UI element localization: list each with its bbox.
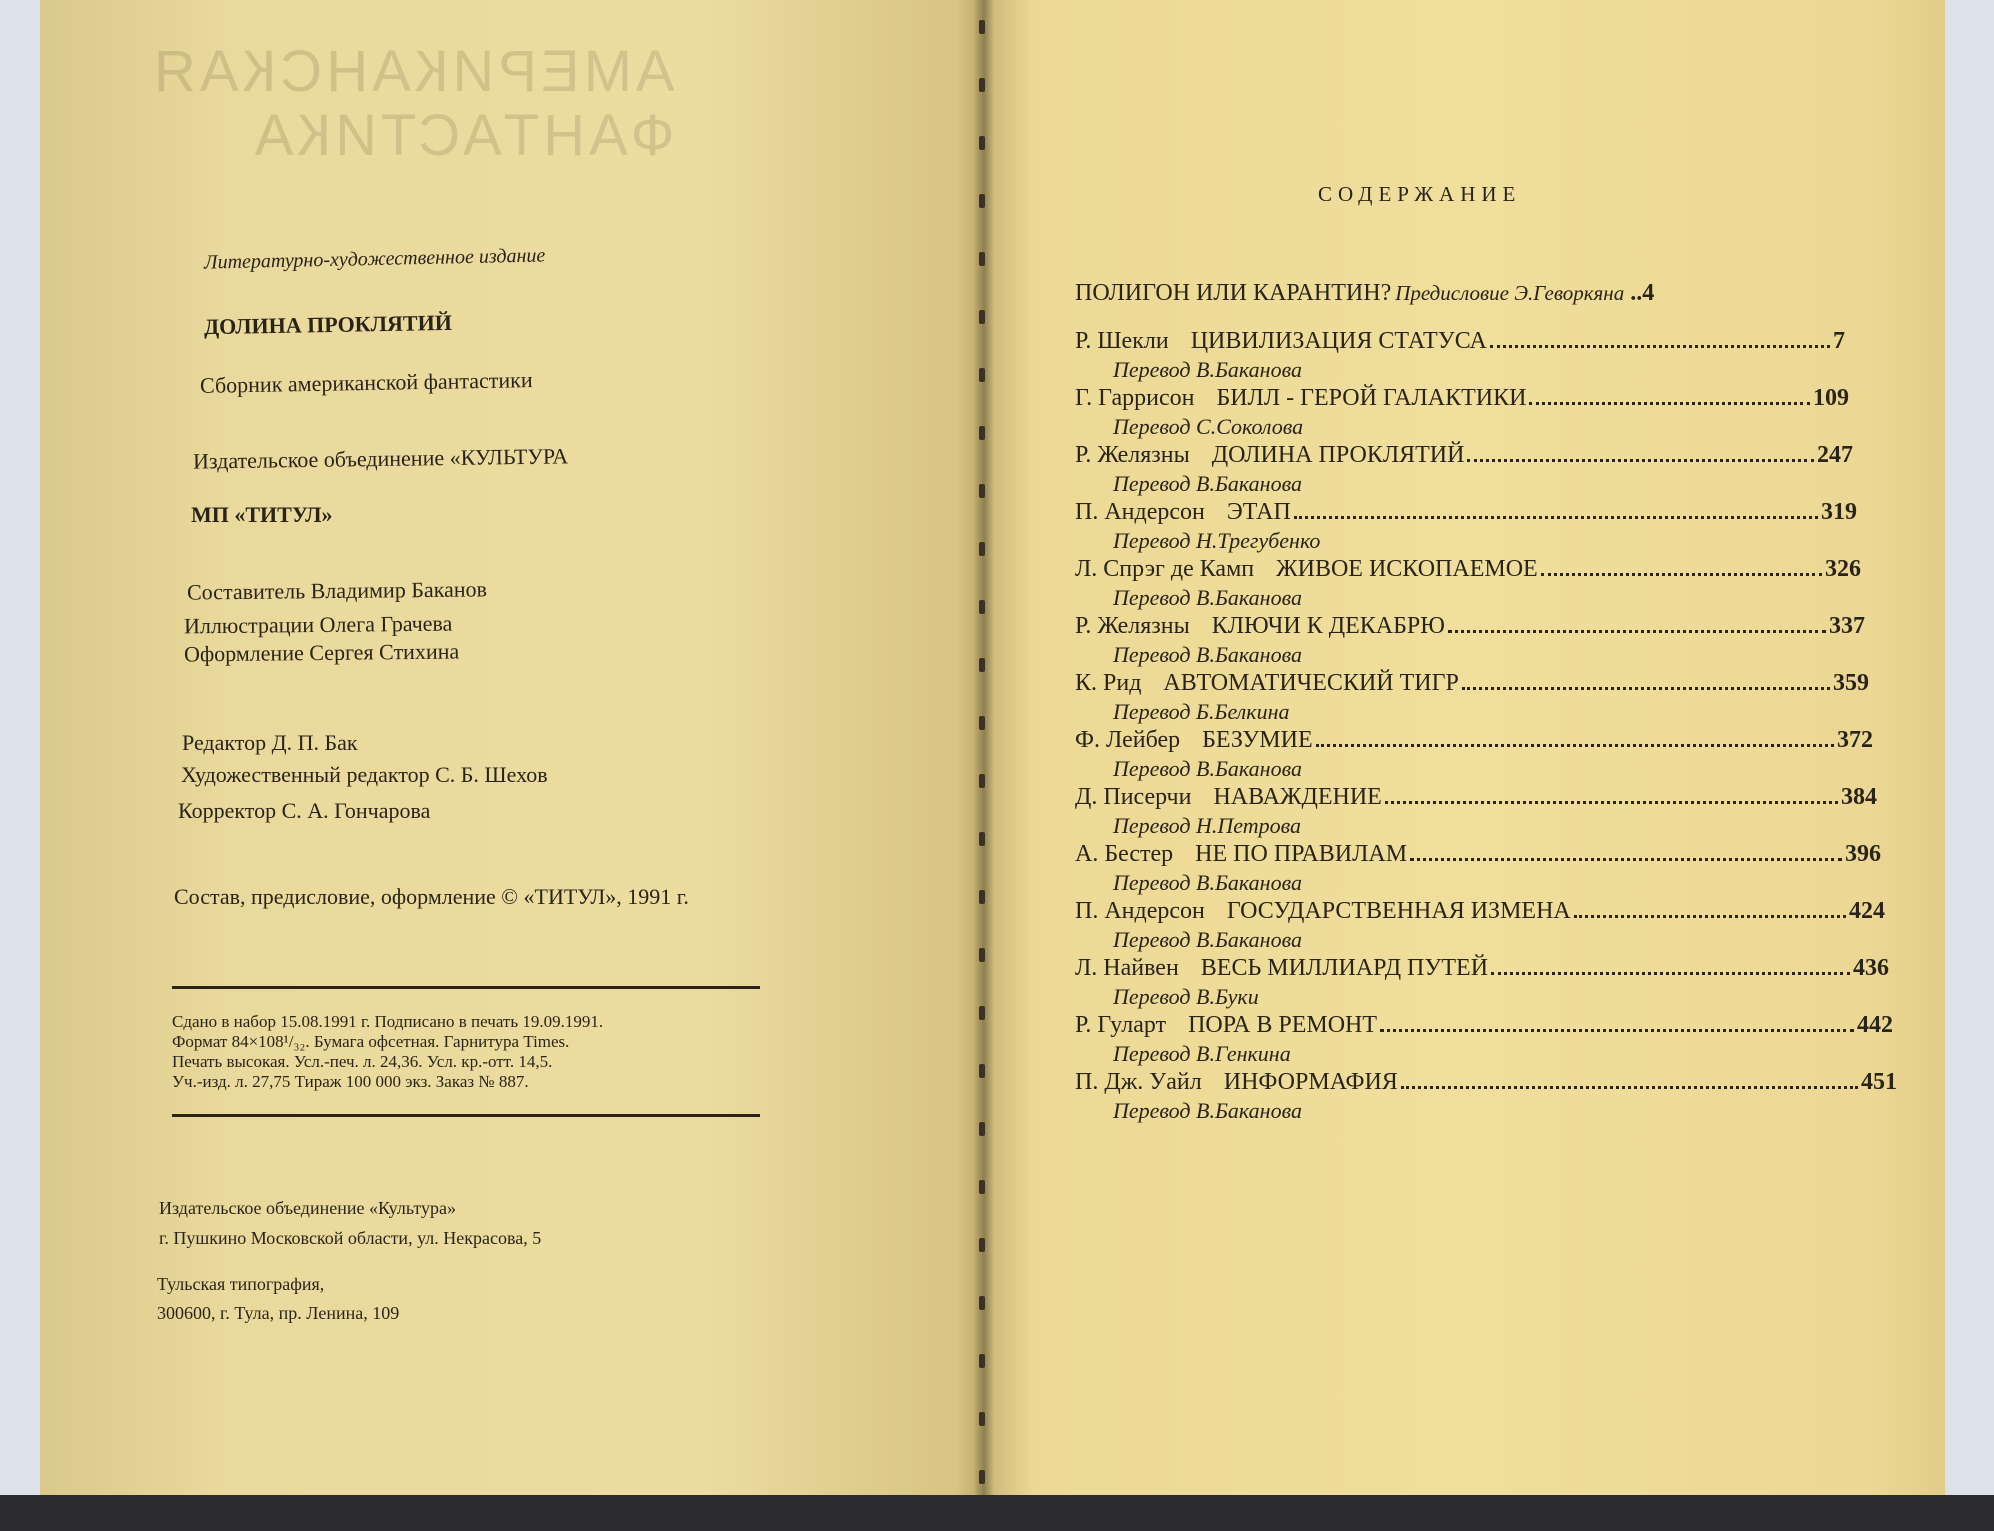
art-editor: Художественный редактор С. Б. Шехов: [181, 762, 548, 787]
entry-title: ЦИВИЛИЗАЦИЯ СТАТУСА: [1190, 328, 1487, 354]
entry-author: К. Рид: [1075, 670, 1142, 696]
subtitle: Сборник американской фантастики: [199, 367, 533, 398]
toc-entry: [1075, 1069, 1897, 1126]
binding-stitch: [979, 600, 985, 614]
entry-page: 384: [1841, 784, 1877, 810]
printer-address-1: Тульская типография,: [157, 1274, 325, 1294]
ghost-line: ФАНТАСТИКА: [250, 103, 675, 168]
preface-entry: [1075, 280, 1875, 328]
toc-entry: [1075, 442, 1853, 499]
editor: Редактор Д. П. Бак: [182, 730, 358, 755]
binding-stitch: [979, 948, 985, 962]
leader-dots: [1448, 630, 1826, 633]
entry-author: Р. Желязны: [1075, 613, 1190, 639]
binding-stitch: [979, 1180, 985, 1194]
leader-dots: [1490, 345, 1830, 348]
entry-page: 436: [1853, 955, 1889, 981]
edition-type: Литературно-художественное издание: [203, 244, 546, 274]
divider-top: [172, 986, 760, 989]
contents-heading: СОДЕРЖАНИЕ: [1318, 182, 1522, 206]
imprint-line: Уч.-изд. л. 27,75 Тираж 100 000 экз. Заказ № 887.: [172, 1072, 529, 1091]
book-title: ДОЛИНА ПРОКЛЯТИЙ: [203, 309, 453, 340]
imprint-line: Формат 84×108¹/₃₂. Бумага офсетная. Гарнитура Times.: [172, 1032, 570, 1051]
proofreader: Корректор С. А. Гончарова: [178, 798, 431, 823]
leader-dots: [1410, 858, 1842, 861]
toc-entry: [1075, 670, 1869, 727]
binding-stitch: [979, 20, 985, 34]
entry-page: 451: [1861, 1069, 1897, 1095]
entry-author: Д. Писерчи: [1075, 784, 1192, 810]
design: Оформление Сергея Стихина: [183, 638, 460, 667]
binding-stitch: [979, 252, 985, 266]
binding-stitch: [979, 1470, 985, 1484]
entry-title: ИНФОРМАФИЯ: [1223, 1069, 1398, 1095]
leader-dots: [1385, 801, 1838, 804]
entry-title: ПОРА В РЕМОНТ: [1188, 1012, 1378, 1038]
toc-entry: [1075, 784, 1877, 841]
entry-title: НАВАЖДЕНИЕ: [1213, 784, 1382, 810]
binding-stitch: [979, 310, 985, 324]
entry-page: 337: [1829, 613, 1865, 639]
book-spine: [975, 0, 993, 1500]
entry-title: НЕ ПО ПРАВИЛАМ: [1195, 841, 1408, 867]
preface-note: Предисловие Э.Геворкяна: [1395, 281, 1625, 305]
entry-title: ЖИВОЕ ИСКОПАЕМОЕ: [1276, 556, 1538, 582]
entry-title: КЛЮЧИ К ДЕКАБРЮ: [1211, 613, 1445, 639]
imprint-block: [172, 1012, 603, 1092]
imprint-line: Сдано в набор 15.08.1991 г. Подписано в печать 19.09.1991.: [172, 1012, 604, 1031]
binding-stitch: [979, 426, 985, 440]
publisher-line-2: МП «ТИТУЛ»: [191, 502, 333, 527]
entry-translator: Перевод В.Баканова: [1113, 471, 1302, 496]
entry-author: Р. Гуларт: [1075, 1012, 1167, 1038]
binding-stitch: [979, 136, 985, 150]
leader-dots: [1529, 402, 1810, 405]
entry-author: П. Дж. Уайл: [1075, 1069, 1202, 1095]
entry-author: Р. Желязны: [1075, 442, 1190, 468]
entry-translator: Перевод В.Баканова: [1113, 1098, 1302, 1123]
toc-entry: [1075, 955, 1889, 1012]
entry-page: 424: [1849, 898, 1885, 924]
imprint-line: Печать высокая. Усл.-печ. л. 24,36. Усл. кр.-отт. 14,5.: [172, 1052, 553, 1071]
table-edge: [0, 1495, 1994, 1531]
leader-dots: [1401, 1086, 1858, 1089]
toc-entry: [1075, 898, 1885, 955]
entry-title: ВЕСЬ МИЛЛИАРД ПУТЕЙ: [1200, 955, 1489, 981]
entry-author: П. Андерсон: [1075, 499, 1205, 525]
binding-stitch: [979, 194, 985, 208]
printer-address-2: 300600, г. Тула, пр. Ленина, 109: [157, 1303, 400, 1323]
show-through-text: [150, 40, 675, 168]
entry-page: 109: [1813, 385, 1849, 411]
entry-title: ГОСУДАРСТВЕННАЯ ИЗМЕНА: [1226, 898, 1571, 924]
entry-translator: Перевод В.Баканова: [1113, 357, 1302, 382]
leader-dots: [1462, 687, 1830, 690]
binding-stitch: [979, 1064, 985, 1078]
binding-stitch: [979, 658, 985, 672]
preface-title: ПОЛИГОН ИЛИ КАРАНТИН?: [1075, 280, 1392, 306]
entry-page: 326: [1825, 556, 1861, 582]
ghost-line: АМЕРИКАНСКАЯ: [150, 39, 675, 104]
entry-translator: Перевод Н.Петрова: [1113, 813, 1302, 838]
entry-translator: Перевод В.Буки: [1113, 984, 1259, 1009]
entry-title: БИЛЛ - ГЕРОЙ ГАЛАКТИКИ: [1216, 385, 1527, 411]
binding-stitch: [979, 484, 985, 498]
entry-page: 7: [1833, 328, 1845, 354]
entry-title: ЭТАП: [1226, 499, 1291, 525]
toc-entry: [1075, 499, 1857, 556]
illustrations: Иллюстрации Олега Грачева: [183, 610, 453, 639]
entry-translator: Перевод Н.Трегубенко: [1113, 528, 1321, 553]
binding-stitch: [979, 1412, 985, 1426]
entry-page: 396: [1845, 841, 1881, 867]
leader-dots: [1467, 459, 1814, 462]
leader-dots: [1491, 972, 1850, 975]
entry-author: Л. Спрэг де Камп: [1075, 556, 1255, 582]
divider-bottom: [172, 1114, 760, 1117]
entry-page: 359: [1833, 670, 1869, 696]
table-of-contents: [1075, 280, 1897, 1126]
binding-stitch: [979, 832, 985, 846]
entry-author: Ф. Лейбер: [1075, 727, 1181, 753]
toc-entry: [1075, 841, 1881, 898]
entry-author: П. Андерсон: [1075, 898, 1205, 924]
toc-entry: [1075, 1012, 1893, 1069]
binding-stitch: [979, 1296, 985, 1310]
entry-translator: Перевод В.Баканова: [1113, 585, 1302, 610]
leader-dots: [1541, 573, 1822, 576]
entry-author: Р. Шекли: [1075, 328, 1169, 354]
toc-entry: [1075, 613, 1865, 670]
toc-entry: [1075, 727, 1873, 784]
publisher-address-1: Издательское объединение «Культура»: [159, 1198, 456, 1218]
entry-translator: Перевод В.Генкина: [1113, 1041, 1291, 1066]
compiler: Составитель Владимир Баканов: [186, 576, 488, 605]
entry-translator: Перевод В.Баканова: [1113, 642, 1302, 667]
binding-stitch: [979, 1354, 985, 1368]
entry-author: Г. Гаррисон: [1075, 385, 1195, 411]
binding-stitch: [979, 716, 985, 730]
entry-translator: Перевод В.Баканова: [1113, 927, 1302, 952]
entry-page: 372: [1837, 727, 1873, 753]
binding-stitch: [979, 542, 985, 556]
toc-entry: [1075, 328, 1845, 385]
binding-stitch: [979, 1006, 985, 1020]
entry-page: 247: [1817, 442, 1853, 468]
entry-title: БЕЗУМИЕ: [1202, 727, 1313, 753]
entry-author: А. Бестер: [1075, 841, 1174, 867]
leader-dots: [1574, 915, 1846, 918]
entry-translator: Перевод В.Баканова: [1113, 870, 1302, 895]
entry-translator: Перевод С.Соколова: [1113, 414, 1304, 439]
entry-title: АВТОМАТИЧЕСКИЙ ТИГР: [1163, 670, 1459, 696]
binding-stitch: [979, 890, 985, 904]
binding-stitch: [979, 78, 985, 92]
toc-entry: [1075, 556, 1861, 613]
copyright: Состав, предисловие, оформление © «ТИТУЛ», 1991 г.: [174, 884, 689, 909]
publisher-address-2: г. Пушкино Московской области, ул. Некрасова, 5: [159, 1228, 542, 1248]
preface-page: ..4: [1630, 280, 1655, 306]
toc-entry: [1075, 385, 1849, 442]
entry-author: Л. Найвен: [1075, 955, 1179, 981]
entry-page: 319: [1821, 499, 1857, 525]
entry-translator: Перевод Б.Белкина: [1113, 699, 1290, 724]
leader-dots: [1294, 516, 1818, 519]
publisher-line: Издательское объединение «КУЛЬТУРА: [192, 443, 569, 474]
leader-dots: [1316, 744, 1834, 747]
leader-dots: [1380, 1029, 1854, 1032]
entry-title: ДОЛИНА ПРОКЛЯТИЙ: [1211, 442, 1465, 468]
binding-stitch: [979, 368, 985, 382]
entry-translator: Перевод В.Баканова: [1113, 756, 1302, 781]
binding-stitch: [979, 1122, 985, 1136]
binding-stitch: [979, 1238, 985, 1252]
entry-page: 442: [1857, 1012, 1893, 1038]
binding-stitch: [979, 774, 985, 788]
